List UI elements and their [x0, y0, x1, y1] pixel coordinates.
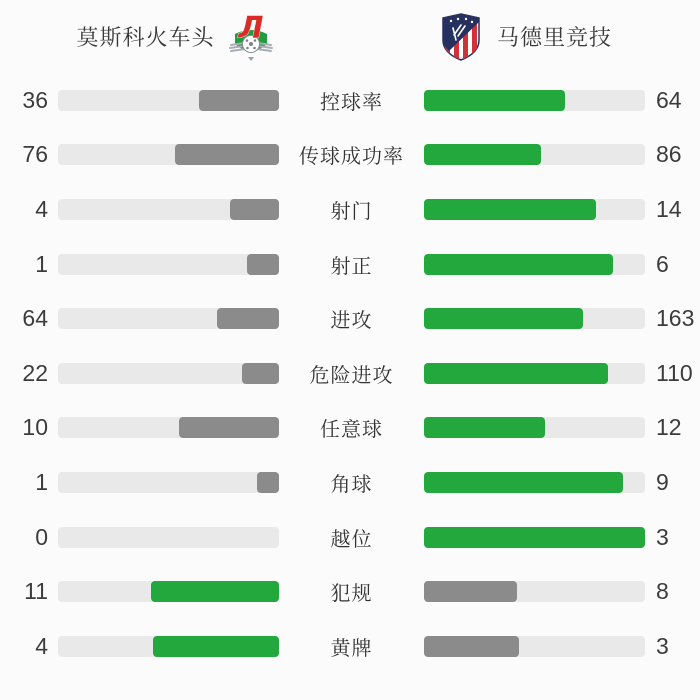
stat-row: [0, 73, 700, 128]
away-bar: [424, 90, 645, 111]
home-bar-fill: [247, 254, 279, 275]
away-bar: [424, 417, 645, 438]
atletico-madrid-crest-icon: [438, 13, 484, 61]
home-bar: [58, 308, 279, 329]
home-value: 76: [22, 141, 48, 168]
stat-label: 任意球: [320, 419, 383, 442]
away-bar-fill: [424, 417, 545, 438]
stat-label: 传球成功率: [299, 146, 404, 169]
stat-row: [0, 128, 700, 183]
away-bar: [424, 199, 645, 220]
home-value: 11: [24, 578, 48, 605]
stats-list: [0, 73, 700, 674]
stat-row: [0, 619, 700, 674]
stat-row: [0, 291, 700, 346]
stat-label: 黄牌: [330, 637, 373, 660]
home-value: 1: [35, 250, 48, 277]
stat-row: [0, 510, 700, 565]
home-bar-fill: [199, 90, 279, 111]
home-bar: [58, 90, 279, 111]
home-value: 0: [35, 523, 48, 550]
home-value: 1: [35, 468, 48, 495]
away-bar-fill: [424, 144, 541, 165]
away-bar-fill: [424, 581, 517, 602]
stat-label: 越位: [330, 528, 373, 551]
home-bar-fill: [175, 144, 279, 165]
stat-label: 角球: [330, 473, 373, 496]
stat-label: 犯规: [330, 583, 373, 606]
away-bar: [424, 254, 645, 275]
away-value: 9: [656, 468, 669, 495]
team-home: [0, 13, 350, 61]
home-bar-fill: [230, 199, 279, 220]
svg-text:Л: Л: [238, 12, 263, 46]
stat-row: [0, 455, 700, 510]
team-away: [350, 13, 700, 61]
stat-row: [0, 237, 700, 292]
away-value: 8: [656, 578, 669, 605]
home-bar: [58, 472, 279, 493]
away-value: 14: [656, 195, 682, 222]
home-bar: [58, 363, 279, 384]
home-value: 4: [35, 195, 48, 222]
home-bar: [58, 581, 279, 602]
home-bar: [58, 144, 279, 165]
home-bar-fill: [257, 472, 279, 493]
away-bar-fill: [424, 254, 613, 275]
away-bar-fill: [424, 472, 623, 493]
home-value: 10: [22, 414, 48, 441]
home-value: 22: [22, 359, 48, 386]
away-bar: [424, 363, 645, 384]
away-bar: [424, 472, 645, 493]
stat-label: 射正: [330, 255, 373, 278]
home-bar-fill: [242, 363, 279, 384]
stat-row: [0, 564, 700, 619]
home-bar: [58, 417, 279, 438]
away-bar-fill: [424, 527, 645, 548]
home-bar: [58, 254, 279, 275]
home-bar-fill: [217, 308, 279, 329]
stat-row: [0, 182, 700, 237]
team-home-name: 莫斯科火车头: [76, 25, 215, 50]
away-value: 3: [656, 632, 669, 659]
home-bar: [58, 527, 279, 548]
away-bar: [424, 581, 645, 602]
team-away-name: 马德里竞技: [496, 25, 612, 50]
away-value: 86: [656, 141, 682, 168]
away-bar: [424, 144, 645, 165]
away-bar: [424, 527, 645, 548]
stat-label: 控球率: [320, 91, 383, 114]
away-bar: [424, 308, 645, 329]
away-value: 64: [656, 86, 682, 113]
home-bar: [58, 199, 279, 220]
home-bar-fill: [179, 417, 279, 438]
away-bar-fill: [424, 308, 583, 329]
away-bar-fill: [424, 363, 608, 384]
match-header: [0, 0, 700, 73]
away-value: 163: [656, 305, 695, 332]
away-bar-fill: [424, 636, 519, 657]
away-bar: [424, 636, 645, 657]
home-value: 64: [22, 305, 48, 332]
home-value: 4: [35, 632, 48, 659]
home-bar-fill: [151, 581, 279, 602]
away-value: 6: [656, 250, 669, 277]
stat-row: [0, 346, 700, 401]
stat-row: [0, 401, 700, 456]
home-value: 36: [22, 86, 48, 113]
home-bar-fill: [153, 636, 279, 657]
away-value: 110: [656, 359, 693, 386]
lokomotiv-moscow-crest-icon: [228, 13, 274, 61]
away-value: 3: [656, 523, 669, 550]
away-bar-fill: [424, 199, 596, 220]
away-value: 12: [656, 414, 682, 441]
stat-label: 射门: [330, 200, 373, 223]
away-bar-fill: [424, 90, 565, 111]
stat-label: 危险进攻: [309, 364, 394, 387]
home-bar: [58, 636, 279, 657]
stat-label: 进攻: [330, 310, 373, 333]
